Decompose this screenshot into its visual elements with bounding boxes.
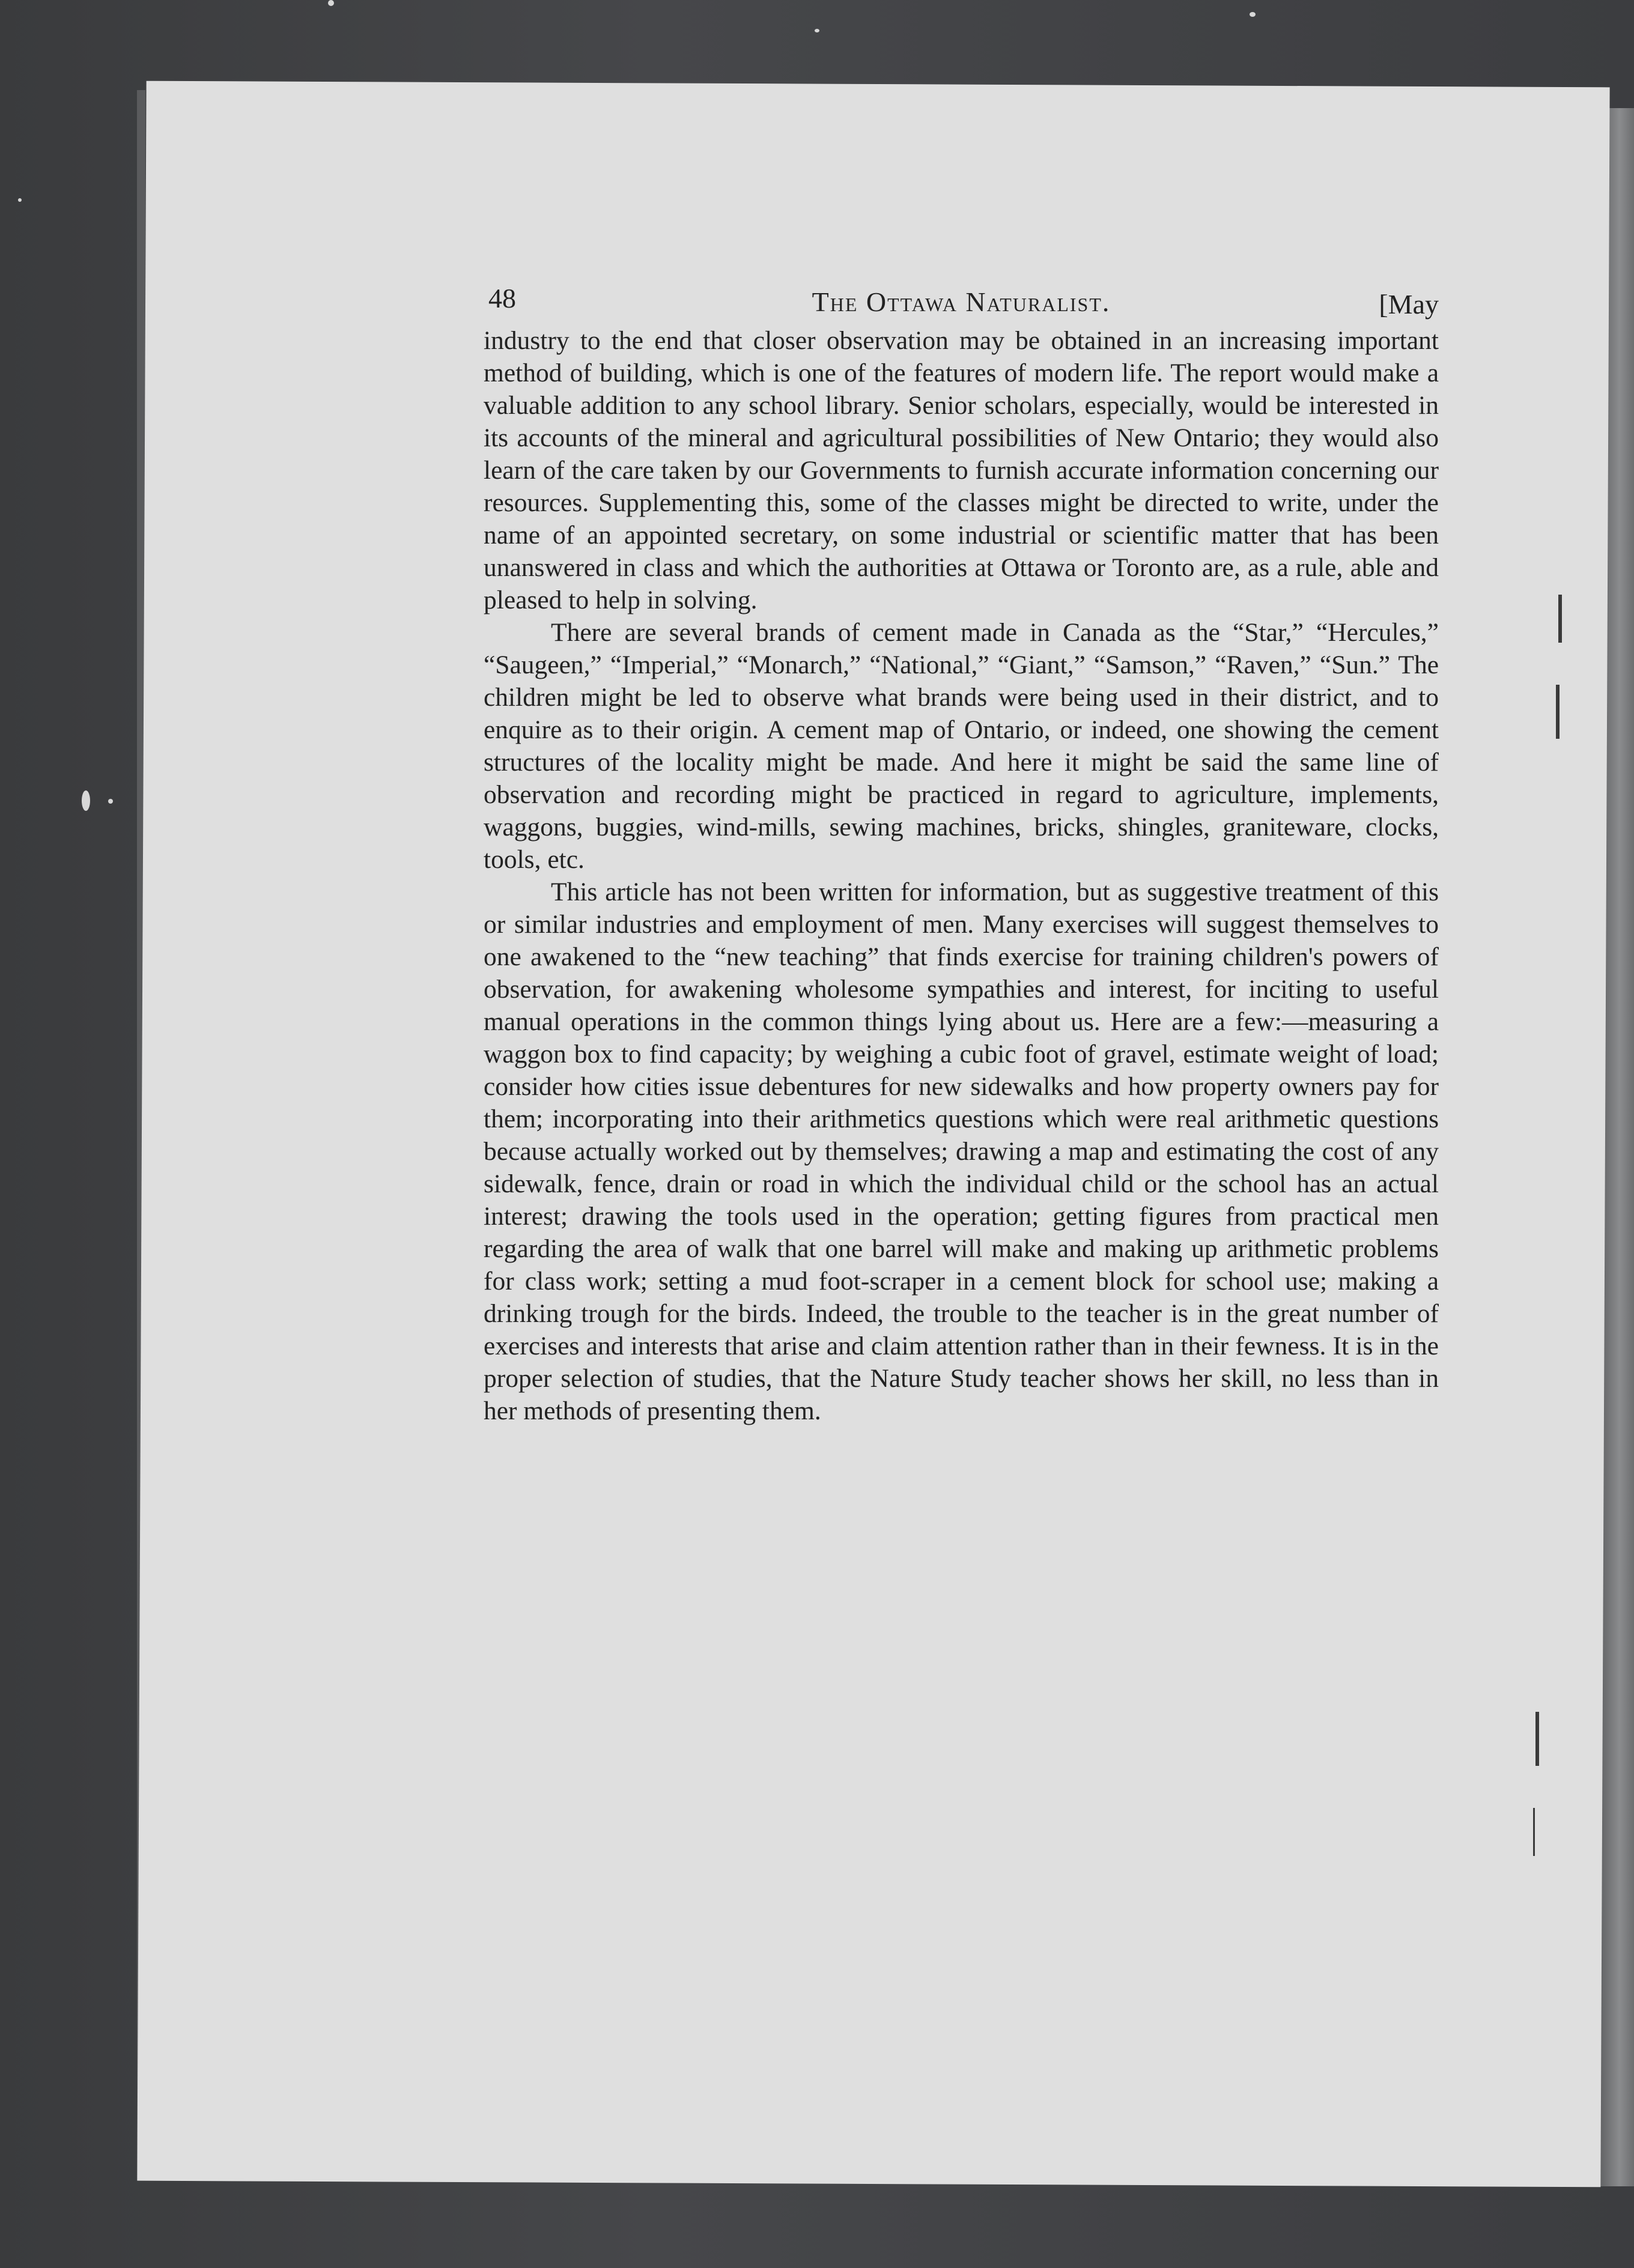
article-body (484, 324, 1439, 1427)
page-number: 48 (488, 283, 516, 314)
issue-month: [May (1379, 289, 1439, 320)
dust-speck (108, 799, 113, 804)
margin-mark (1556, 685, 1560, 739)
dust-speck (82, 790, 90, 811)
dust-speck (815, 29, 819, 32)
margin-mark (1533, 1808, 1535, 1856)
running-head (484, 282, 1439, 324)
paragraph: This article has not been written for information, but as suggestive treatment of this or similar industries and employment of men. Many exercises will suggest themselves to one awakened to the “new teaching” that finds exercise for training children's powers of observation, for awakening wholesome sympathies and interest, for inciting to useful manual operations in the common things lying about us. Here are a few:—measuring a waggon box to find capacity; by weighing a cubic foot of gravel, estimate weight of load; consider how cities issue debentures for new sidewalks and how property owners pay for them; incorporating into their arithmetics questions which were real arithmetic questions because actually worked out by themselves; drawing a map and estimating the cost of any sidewalk, fence, drain or road in which the individual child or the school has an actual interest; drawing the tools used in the operation; getting figures from practical men regarding the area of walk that one barrel will make and making up arithmetic problems for class work; setting a mud foot-scraper in a cement block for school use; making a drinking trough for the birds. Indeed, the trouble to the teacher is in the great number of exercises and interests that arise and claim attention rather than in their fewness. It is in the proper selection of studies, that the Nature Study teacher shows her skill, no less than in her methods of presenting them. (484, 878, 1439, 1425)
paragraph: industry to the end that closer observation may be obtained in an increasing important method of building, which is one of the features of modern life. The report would make a valuable addition to any school library. Senior scholars, especially, would be interested in its accounts of the mineral and agricultural possibilities of New Ontario; they would also learn of the care taken by our Governments to furnish accurate information concerning our resources. Supplementing this, some of the classes might be directed to write, under the name of an appointed secretary, on some industrial or scientific matter that has been unanswered in class and which the authorities at Ottawa or Toronto are, as a rule, able and pleased to help in solving. (484, 326, 1439, 614)
margin-mark (1535, 1712, 1539, 1766)
journal-title: The Ottawa Naturalist. (812, 287, 1111, 317)
page-content (484, 282, 1439, 1427)
paragraph: There are several brands of cement made in Canada as the “Star,” “Hercules,” “Saugeen,” “Imperial,” “Monarch,” “National,” “Giant,” “Samson,” “Raven,” “Sun.” The children might be led to observe what brands were being used in their district, and to enquire as to their origin. A cement map of Ontario, or indeed, one showing the cement structures of the locality might be made. And here it might be said the same line of observation and recording might be practiced in regard to agriculture, implements, waggons, buggies, wind-mills, sewing machines, bricks, shingles, graniteware, clocks, tools, etc. (484, 618, 1439, 874)
dust-speck (18, 198, 22, 202)
dust-speck (328, 0, 334, 6)
margin-mark (1558, 595, 1562, 643)
dust-speck (1250, 12, 1256, 17)
